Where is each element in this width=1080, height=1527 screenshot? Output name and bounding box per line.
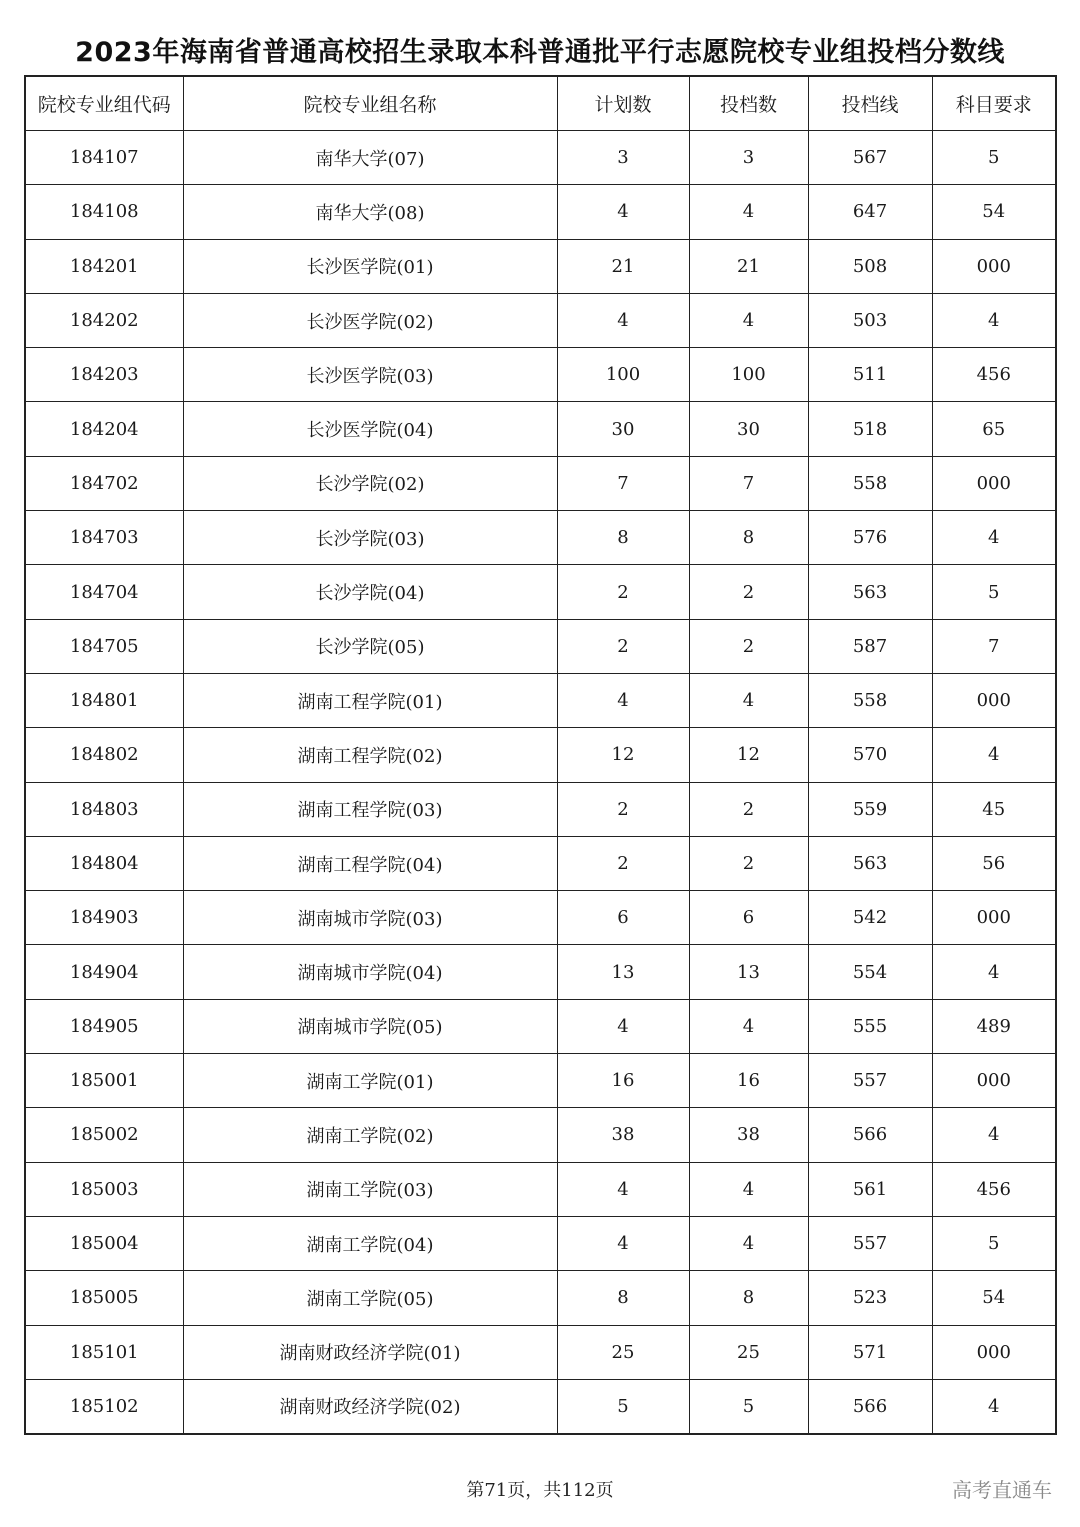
plan-count-cell: 4 [557,293,689,347]
group-code-cell: 184903 [25,891,183,945]
admitted-count-cell: 16 [689,1054,808,1108]
plan-count-cell: 2 [557,782,689,836]
group-name-cell: 湖南城市学院(04) [183,945,557,999]
subject-requirement-cell: 7 [932,619,1056,673]
cutoff-score-cell: 571 [808,1325,932,1379]
admitted-count-cell: 4 [689,293,808,347]
score-table [24,75,1057,1435]
table-header-row [25,76,1056,131]
group-name-cell: 南华大学(07) [183,131,557,185]
admitted-count-cell: 30 [689,402,808,456]
group-name-cell: 长沙医学院(01) [183,239,557,293]
group-name-cell: 湖南工学院(03) [183,1162,557,1216]
cutoff-score-cell: 558 [808,673,932,727]
watermark: 高考直通车 [952,1478,1052,1502]
admitted-count-cell: 21 [689,239,808,293]
cutoff-score-cell: 542 [808,891,932,945]
group-code-cell: 185005 [25,1271,183,1325]
plan-count-cell: 2 [557,836,689,890]
table-row [25,1216,1056,1270]
plan-count-cell: 25 [557,1325,689,1379]
subject-requirement-cell: 5 [932,131,1056,185]
cutoff-score-cell: 647 [808,185,932,239]
cutoff-score-cell: 558 [808,456,932,510]
plan-count-cell: 2 [557,565,689,619]
group-name-cell: 长沙医学院(03) [183,348,557,402]
header-subject-requirement: 科目要求 [932,76,1056,131]
group-code-cell: 184905 [25,999,183,1053]
subject-requirement-cell: 4 [932,511,1056,565]
table-row [25,728,1056,782]
admitted-count-cell: 25 [689,1325,808,1379]
table-row [25,565,1056,619]
cutoff-score-cell: 563 [808,836,932,890]
table-body [25,131,1056,1435]
plan-count-cell: 8 [557,1271,689,1325]
cutoff-score-cell: 587 [808,619,932,673]
cutoff-score-cell: 503 [808,293,932,347]
admitted-count-cell: 100 [689,348,808,402]
group-code-cell: 184803 [25,782,183,836]
group-code-cell: 184703 [25,511,183,565]
table-row [25,836,1056,890]
table-row [25,185,1056,239]
plan-count-cell: 30 [557,402,689,456]
group-name-cell: 湖南工学院(01) [183,1054,557,1108]
subject-requirement-cell: 4 [932,1379,1056,1434]
table-row [25,673,1056,727]
group-name-cell: 长沙学院(02) [183,456,557,510]
group-code-cell: 185101 [25,1325,183,1379]
cutoff-score-cell: 557 [808,1054,932,1108]
group-code-cell: 184705 [25,619,183,673]
subject-requirement-cell: 000 [932,1325,1056,1379]
group-name-cell: 湖南城市学院(03) [183,891,557,945]
subject-requirement-cell: 4 [932,945,1056,999]
admitted-count-cell: 2 [689,619,808,673]
cutoff-score-cell: 555 [808,999,932,1053]
table-row [25,239,1056,293]
cutoff-score-cell: 518 [808,402,932,456]
table-row [25,1379,1056,1434]
header-group-code: 院校专业组代码 [25,76,183,131]
group-code-cell: 184702 [25,456,183,510]
admitted-count-cell: 2 [689,782,808,836]
group-code-cell: 184202 [25,293,183,347]
plan-count-cell: 13 [557,945,689,999]
group-name-cell: 湖南工程学院(03) [183,782,557,836]
group-name-cell: 湖南工程学院(01) [183,673,557,727]
group-code-cell: 184802 [25,728,183,782]
plan-count-cell: 4 [557,1216,689,1270]
group-code-cell: 184107 [25,131,183,185]
admitted-count-cell: 4 [689,1216,808,1270]
group-name-cell: 长沙医学院(02) [183,293,557,347]
group-code-cell: 184203 [25,348,183,402]
page-number: 第71页，共112页 [466,1480,614,1501]
table-row [25,293,1056,347]
admitted-count-cell: 38 [689,1108,808,1162]
subject-requirement-cell: 45 [932,782,1056,836]
admitted-count-cell: 4 [689,999,808,1053]
admitted-count-cell: 2 [689,565,808,619]
group-code-cell: 184108 [25,185,183,239]
admitted-count-cell: 13 [689,945,808,999]
plan-count-cell: 3 [557,131,689,185]
group-name-cell: 长沙医学院(04) [183,402,557,456]
plan-count-cell: 6 [557,891,689,945]
plan-count-cell: 12 [557,728,689,782]
admitted-count-cell: 5 [689,1379,808,1434]
group-name-cell: 湖南工学院(04) [183,1216,557,1270]
plan-count-cell: 7 [557,456,689,510]
table-row [25,1054,1056,1108]
subject-requirement-cell: 56 [932,836,1056,890]
cutoff-score-cell: 523 [808,1271,932,1325]
group-code-cell: 185001 [25,1054,183,1108]
group-name-cell: 湖南工程学院(02) [183,728,557,782]
subject-requirement-cell: 456 [932,1162,1056,1216]
subject-requirement-cell: 000 [932,891,1056,945]
table-row [25,619,1056,673]
subject-requirement-cell: 5 [932,565,1056,619]
table-row [25,782,1056,836]
subject-requirement-cell: 54 [932,1271,1056,1325]
group-code-cell: 184201 [25,239,183,293]
subject-requirement-cell: 456 [932,348,1056,402]
plan-count-cell: 5 [557,1379,689,1434]
page-title: 2023年海南省普通高校招生录取本科普通批平行志愿院校专业组投档分数线 [75,37,1005,68]
cutoff-score-cell: 511 [808,348,932,402]
group-name-cell: 湖南工学院(02) [183,1108,557,1162]
cutoff-score-cell: 566 [808,1108,932,1162]
subject-requirement-cell: 5 [932,1216,1056,1270]
subject-requirement-cell: 489 [932,999,1056,1053]
admitted-count-cell: 12 [689,728,808,782]
group-code-cell: 184704 [25,565,183,619]
group-code-cell: 185003 [25,1162,183,1216]
admitted-count-cell: 3 [689,131,808,185]
admitted-count-cell: 4 [689,1162,808,1216]
table-row [25,999,1056,1053]
table-row [25,945,1056,999]
table-row [25,131,1056,185]
group-code-cell: 184804 [25,836,183,890]
group-code-cell: 185002 [25,1108,183,1162]
admitted-count-cell: 6 [689,891,808,945]
group-name-cell: 湖南工程学院(04) [183,836,557,890]
plan-count-cell: 4 [557,673,689,727]
subject-requirement-cell: 4 [932,293,1056,347]
table-row [25,511,1056,565]
admitted-count-cell: 8 [689,1271,808,1325]
header-admitted-count: 投档数 [689,76,808,131]
group-name-cell: 湖南城市学院(05) [183,999,557,1053]
group-code-cell: 184204 [25,402,183,456]
admitted-count-cell: 7 [689,456,808,510]
group-name-cell: 湖南财政经济学院(01) [183,1325,557,1379]
group-name-cell: 湖南工学院(05) [183,1271,557,1325]
cutoff-score-cell: 570 [808,728,932,782]
plan-count-cell: 4 [557,999,689,1053]
subject-requirement-cell: 000 [932,456,1056,510]
table-row [25,1325,1056,1379]
plan-count-cell: 4 [557,185,689,239]
subject-requirement-cell: 000 [932,239,1056,293]
table-row [25,1108,1056,1162]
cutoff-score-cell: 559 [808,782,932,836]
subject-requirement-cell: 4 [932,1108,1056,1162]
group-name-cell: 南华大学(08) [183,185,557,239]
subject-requirement-cell: 65 [932,402,1056,456]
plan-count-cell: 4 [557,1162,689,1216]
admitted-count-cell: 4 [689,185,808,239]
cutoff-score-cell: 561 [808,1162,932,1216]
table-row [25,1162,1056,1216]
cutoff-score-cell: 576 [808,511,932,565]
cutoff-score-cell: 554 [808,945,932,999]
table-row [25,1271,1056,1325]
cutoff-score-cell: 567 [808,131,932,185]
plan-count-cell: 38 [557,1108,689,1162]
header-cutoff-score: 投档线 [808,76,932,131]
plan-count-cell: 16 [557,1054,689,1108]
admitted-count-cell: 2 [689,836,808,890]
group-code-cell: 185102 [25,1379,183,1434]
plan-count-cell: 8 [557,511,689,565]
group-code-cell: 184801 [25,673,183,727]
cutoff-score-cell: 508 [808,239,932,293]
plan-count-cell: 21 [557,239,689,293]
header-group-name: 院校专业组名称 [183,76,557,131]
table-row [25,348,1056,402]
table-row [25,402,1056,456]
admitted-count-cell: 4 [689,673,808,727]
table-row [25,891,1056,945]
group-name-cell: 长沙学院(03) [183,511,557,565]
group-code-cell: 184904 [25,945,183,999]
cutoff-score-cell: 566 [808,1379,932,1434]
cutoff-score-cell: 557 [808,1216,932,1270]
group-name-cell: 长沙学院(05) [183,619,557,673]
plan-count-cell: 2 [557,619,689,673]
plan-count-cell: 100 [557,348,689,402]
admitted-count-cell: 8 [689,511,808,565]
group-name-cell: 湖南财政经济学院(02) [183,1379,557,1434]
subject-requirement-cell: 54 [932,185,1056,239]
header-plan-count: 计划数 [557,76,689,131]
subject-requirement-cell: 000 [932,1054,1056,1108]
group-code-cell: 185004 [25,1216,183,1270]
table-row [25,456,1056,510]
group-name-cell: 长沙学院(04) [183,565,557,619]
subject-requirement-cell: 000 [932,673,1056,727]
subject-requirement-cell: 4 [932,728,1056,782]
cutoff-score-cell: 563 [808,565,932,619]
